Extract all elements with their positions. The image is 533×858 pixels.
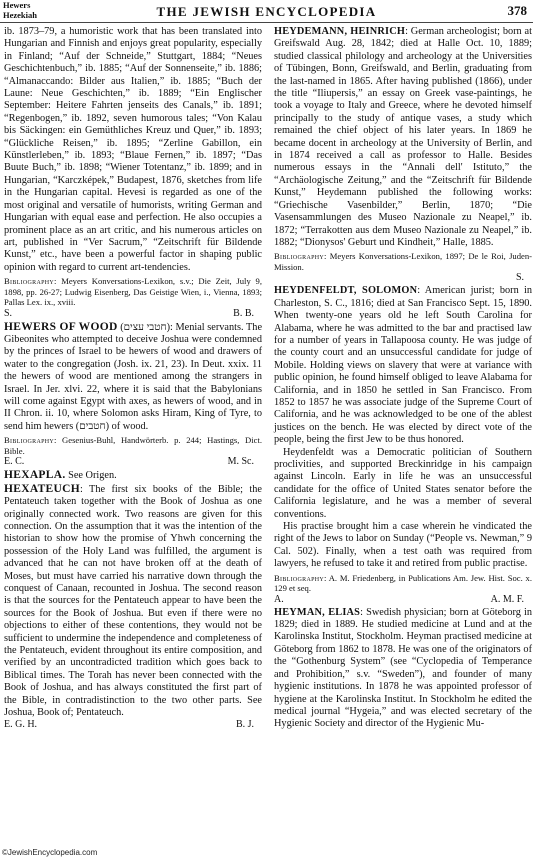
entry-heading: HEYDEMANN, HEINRICH <box>274 26 406 37</box>
signature-hexateuch: E. G. H. B. J. <box>4 719 254 731</box>
bibliography-hevesi <box>4 276 262 308</box>
bibliography-text: : Meyers Konversations-Lexikon, s.v.; Die Zeit, July 9, 1898, pp. 26-27; Ludwig Eisenberg, Das Geistige Wien, i., Vienna, 1893; Pallas Lex. ix., xviii. <box>4 276 262 308</box>
signature-heydemann: S. <box>515 272 524 284</box>
bibliography-label: Bibliography <box>4 276 54 287</box>
guide-word-first: Hewers <box>3 0 31 10</box>
signature-hewers: E. C. M. Sc. <box>4 456 254 468</box>
heydenfeldt-paragraph-2: Heydenfeldt was a Democratic politician of Southern proclivities, and supported Breckinridge in his campaign against Lincoln. Early in life he was an unsuccessful candidate for the office of United States senator before the California legislature, and he was a member of several conventions. <box>274 446 532 520</box>
entry-heading: HEXATEUCH <box>4 482 80 495</box>
right-column <box>274 26 532 731</box>
copyright-footer: ©JewishEncyclopedia.com <box>2 848 98 857</box>
signature-heydenfeldt: A. A. M. F. <box>274 593 524 605</box>
left-column <box>4 26 262 732</box>
hebrew-term: (חטבים) <box>75 420 110 432</box>
publication-title: THE JEWISH ENCYCLOPEDIA <box>156 4 377 19</box>
heydenfeldt-paragraph-3: His practise brought him a case wherein he vindicated the right of the Jews to labor on Sunday (“People vs. Newman,” 9 Cal. 502). Finally, when a test oath was required from lawyers, he refused to take it and retired from public practise. <box>274 521 532 570</box>
bibliography-heydenfeldt: Bibliography: A. M. Friedenberg, in Publications Am. Jew. Hist. Soc. x. 129 et seq. <box>274 572 532 594</box>
entry-heydemann: HEYDEMANN, HEINRICH: German archeologist; born at Greifswald Aug. 28, 1842; died at Halle Oct. 10, 1889; studied classical philology and archeology at the Universities of Tübingen, Bonn, Greifswald, and Berlin, graduating from the last-named in 1865. After having published (1866), under the title “Iliupersis,” an essay on Greek vase-paintings, he took a voyage to Italy and Greece, where he devoted himself principally to the study of antique vases, a study which remained the chief object of his later years. In 1869 he became docent in archeology at the University of Berlin, and in 1874 received a call as professor to Halle. Besides numerous essays in the “Annali dell' Istituto,” the “Archäologische Zeitung,” and the “Zeitschrift für Bildende Kunst,” Heydemann published the following works: “Griechische Vasenbilder,” Berlin, 1870; “Die Vasensammlungen des Museo Nazionale zu Neapel,” ib. 1872; “Terrakotten aus dem Museo Nazionale zu Neapel,” ib. 1882; “Dionysos' Geburt und Kindheit,” Halle, 1885. <box>274 26 532 248</box>
entry-heading: HEXAPLA. <box>4 469 66 482</box>
bibliography-hewers: Bibliography: Gesenius-Buhl, Handwörterb. p. 244; Hastings, Dict. Bible. <box>4 435 262 456</box>
entry-heading: HEYMAN, ELIAS <box>274 606 361 618</box>
entry-hexapla <box>4 469 262 482</box>
page-number: 378 <box>507 3 527 18</box>
page-header <box>0 0 533 23</box>
entry-heading: HEWERS OF WOOD <box>4 320 118 333</box>
hevesi-continuation: ib. 1873–79, a humoristic work that has been translated into Hungarian and Finnish and enjoys great popularity, especially in Finland; “Auf der Schneide,” Stuttgart, 1884; “Neues Geschichtenbuch,” ib. 1885; “Auf der Sonnenseite,” ib. 1886; “Almanaccando: Bilder aus Italien,” ib. 1885; “Buch der Laune: Neue Geschichten,” ib. 1889; “Ein Englischer September: Heitere Fahrten jenseits des Canals,” ib. 1891; “Regenbogen,” ib. 1892, seven humorous tales; “Von Kalau bis Säckingen: ein Gemüthliches Kreuz und Quer,” ib. 1893; “Glückliche Reisen,” ib. 1895; “Zerline Gabillon, ein Künstlerleben,” ib. 1893; “Blaue Fernen,” ib. 1897; “Das Buute Buch,” ib. 1898; “Wiener Totentanz,” ib. 1899; and in Hungarian, “Karczképek,” Budapest, 1876, sketches from life in the Hungarian capital. Hevesi is regarded as one of the most original and versatile of humorists, writing German and Hungarian with equal ease and perfection. He also occupies a prominent place as an art critic, and his numerous articles on art, published in “Ver Sacrum,” “Zeitschrift für Bildende Kunst,” etc., have been a powerful factor in shaping public opinion with regard to current art-tendencies. <box>4 26 262 273</box>
entry-hexateuch: HEXATEUCH: The first six books of the Bible; the Pentateuch taken together with the Book of Joshua as one originally connected work. Two reasons are given for this connection. On the assumption that it was the intention of the historian to show how the promise of Yhwh concerning the possession of the Holy Land was fulfilled, the argument is advanced that he can not have broken off at the death of Moses, but must have carried his narrative down through the conquest of Canaan, recounted in Joshua. The second reason is that the sources for the Pentateuch appear to have been the sources for the Book of Joshua. But even if there were no objections to either of these contentions, they would not be sufficient to undermine the independence and completeness of the Pentateuch, evident throughout its entire composition, and verified by an uncontradicted tradition which goes back to Biblical times. The Torah has never been connected with the Book of Joshua, and has always constituted the first part of the Bible, in contradistinction to the two other parts. See Joshua, Book of; Pentateuch. <box>4 482 262 718</box>
cross-reference: See Origen. <box>65 470 117 482</box>
entry-hewers-of-wood: HEWERS OF WOOD (חטבי עצים): Menial servants. The Gibeonites who attempted to deceive Joshua were condemned by the princes of Israel to be hewers of wood and drawers of water to the congregation (Josh. ix. 21, 23). In Deut. xxix. 11 the hewers of wood are mentioned among the strangers in Israel. In Jer. xlvi. 22, where it is said that the Babylonians will come against Egypt with axes, as hewers of wood, and in II Chron. ii. 10, where Solomon asks Hiram, King of Tyre, to send him hewers (חטבים) of wood. <box>4 320 263 432</box>
entry-heyman: HEYMAN, ELIAS: Swedish physician; born at Göteborg in 1829; died in 1889. He studied medicine at Lund and at the Karolinska Institut, Stockholm. Heyman practised medicine at Göteborg from 1862 to 1878. He was one of the originators of the “Gothenburg System” (see “Cyclopedia of Temperance and Prohibition,” s.v. “Sweden”), and founder of many hygienic institutions. In 1878 he was appointed professor of hygiene at the Karolinska Institut. In Stockholm he edited the medical journal “Hygeia,” and was elected secretary of the Hygienic Society and director of the Hygienic Mu- <box>274 606 533 730</box>
entry-heading: HEYDENFELDT, SOLOMON <box>274 285 418 297</box>
signature-hevesi: S. B. B. <box>4 307 254 319</box>
guide-word-last: Hezekiah <box>3 9 37 20</box>
entry-heydenfeldt: HEYDENFELDT, SOLOMON: American jurist; born in Charleston, S. C., 1816; died at San Francisco Sept. 15, 1890. When twenty-one years old he left South Carolina for Alabama, where he was admitted to the bar and practised law for a number of years in Tallapoosa county. He was judge of the county court and an unsuccessful candidate for judge of Mobile. Holding views on slavery that were at variance with public opinion, he found himself obliged to leave Alabama for California, and in 1850 he settled in San Francisco. From 1852 to 1857 he was associate judge of the Supreme Court of California, and he was acknowledged to be one of the ablest justices on the bench. He was elected by direct vote of the people, being the first Jew to be thus honored. <box>274 285 532 446</box>
bibliography-heydemann: Bibliography: Meyers Konversations-Lexikon, 1897; De le Roi, Juden-Mission. <box>274 251 532 272</box>
hebrew-term: (חטבי עצים) <box>120 321 170 333</box>
